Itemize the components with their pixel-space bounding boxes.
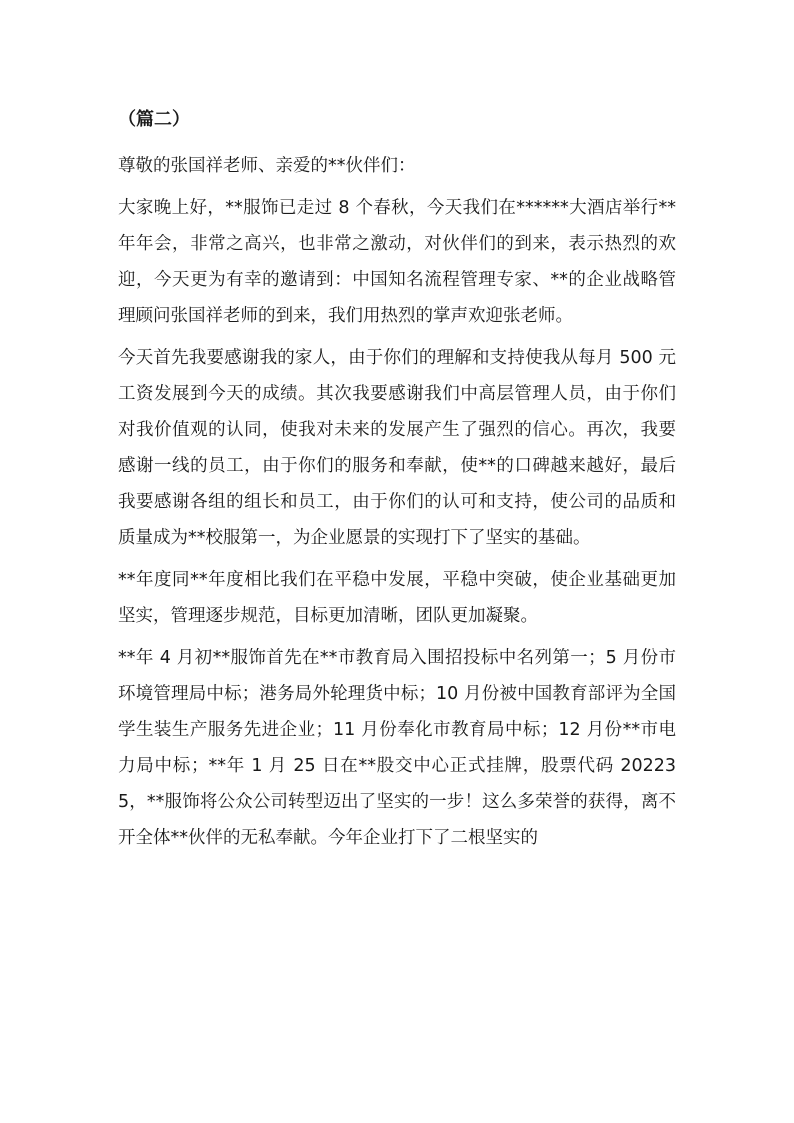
section-heading: （篇二） bbox=[118, 109, 190, 130]
year-comparison-paragraph: **年度同**年度相比我们在平稳中发展，平稳中突破，使企业基础更加坚实，管理逐步规范，目标更加清晰，团队更加凝聚。 bbox=[118, 570, 676, 626]
greeting-paragraph: 大家晚上好，**服饰已走过 8 个春秋，今天我们在******大酒店举行**年年会，非常之高兴，也非常之激动，对伙伴们的到来，表示热烈的欢迎，今天更为有幸的邀请到：中国知名流程管理专家、**的企业战略管理顾问张国祥老师的到来，我们用热烈的掌声欢迎张老师。 bbox=[118, 198, 676, 326]
document-body bbox=[118, 148, 676, 862]
achievements-paragraph: **年 4 月初**服饰首先在**市教育局入围招投标中名列第一；5 月份市环境管理局中标；港务局外轮理货中标；10 月份被中国教育部评为全国学生装生产服务先进企业；11 月份奉化市教育局中标；12 月份**市电力局中标；**年 1 月 25 日在**股交中心正式挂牌，股票代码 202235，**服饰将公众公司转型迈出了坚实的一步！这么多荣誉的获得，离不开全体**伙伴的无私奉献。今年企业打下了二根坚实的 bbox=[118, 648, 676, 848]
salutation-paragraph: 尊敬的张国祥老师、亲爱的**伙伴们： bbox=[118, 156, 416, 176]
thanks-paragraph: 今天首先我要感谢我的家人，由于你们的理解和支持使我从每月 500 元工资发展到今天的成绩。其次我要感谢我们中高层管理人员，由于你们对我价值观的认同，使我对未来的发展产生了强烈的信心。再次，我要感谢一线的员工，由于你们的服务和奉献，使**的口碑越来越好，最后我要感谢各组的组长和员工，由于你们的认可和支持，使公司的品质和质量成为**校服第一，为企业愿景的实现打下了坚实的基础。 bbox=[118, 348, 676, 548]
